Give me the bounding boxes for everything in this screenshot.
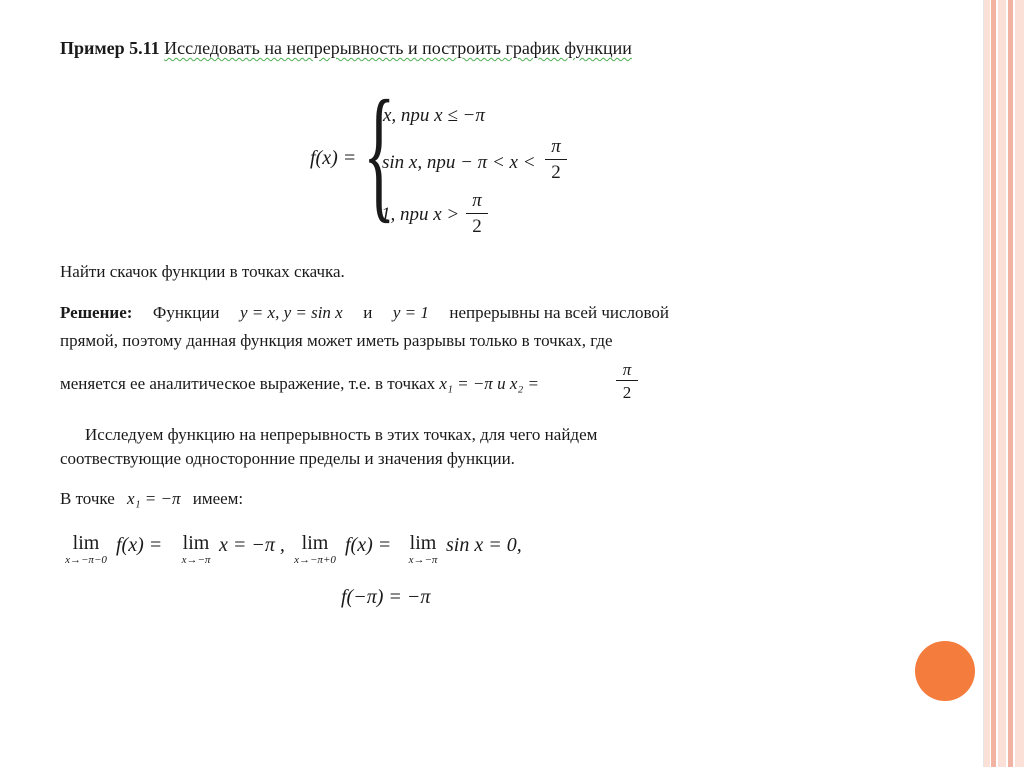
solution-points: x₁ = −π и x₂ = — [439, 374, 539, 393]
formula-case-2-fraction: π 2 — [545, 136, 567, 184]
decor-stripe-1 — [984, 0, 990, 767]
formula-lhs: f(x) = — [310, 147, 357, 169]
limit-1-expression: f(x) = — [116, 534, 163, 556]
example-task: Исследовать на непрерывность и построить график функции — [164, 38, 632, 58]
formula-case-2: sin x, при − π < x < — [382, 152, 536, 173]
formula-case-3: 1, при x > — [381, 204, 460, 225]
task-text: Найти скачок функции в точках скачка. — [60, 262, 345, 281]
formula-brace: { — [363, 70, 396, 236]
accent-circle — [915, 641, 975, 701]
limit-3-expression: f(x) = — [345, 534, 392, 556]
formula-case-1: x, при x ≤ −π — [383, 105, 485, 126]
decor-stripe-5 — [1015, 0, 1024, 767]
limit-3-operator: lim x→−π+0 — [294, 532, 336, 566]
function-value: f(−π) = −π — [341, 586, 431, 608]
solution-line-1: Решение: Функции y = x, y = sin x и y = 1 непрерывны на всей числовой — [60, 303, 670, 322]
example-title — [60, 38, 632, 59]
limit-2-operator: lim x→−π — [181, 532, 211, 566]
solution-functions: y = x, y = sin x — [240, 303, 343, 322]
limit-4-expression: sin x = 0, — [446, 534, 522, 556]
paragraph-2-line-1: Исследуем функцию на непрерывность в этих точках, для чего найдем — [85, 425, 598, 444]
decor-stripe-2 — [991, 0, 996, 767]
decor-stripe-3 — [998, 0, 1006, 767]
solution-label: Решение: — [60, 303, 133, 322]
decor-stripe-4 — [1008, 0, 1013, 767]
solution-line-3: меняется ее аналитическое выражение, т.е. в точках x₁ = −π и x₂ = — [60, 374, 539, 393]
limit-1-operator: lim x→−π−0 — [65, 532, 107, 566]
formula-case-3-fraction: π 2 — [466, 190, 488, 238]
example-number: Пример 5.11 — [60, 38, 160, 58]
point-line: В точке x₁ = −π имеем: — [60, 489, 244, 508]
limit-2-expression: x = −π , — [219, 534, 285, 556]
solution-line-2: прямой, поэтому данная функция может иметь разрывы только в точках, где — [60, 331, 613, 350]
paragraph-2-line-2: соотвествующие односторонние пределы и значения функции. — [60, 449, 515, 468]
point-math: x₁ = −π — [127, 489, 181, 508]
limit-4-operator: lim x→−π — [408, 532, 438, 566]
solution-fraction: π 2 — [616, 360, 638, 402]
